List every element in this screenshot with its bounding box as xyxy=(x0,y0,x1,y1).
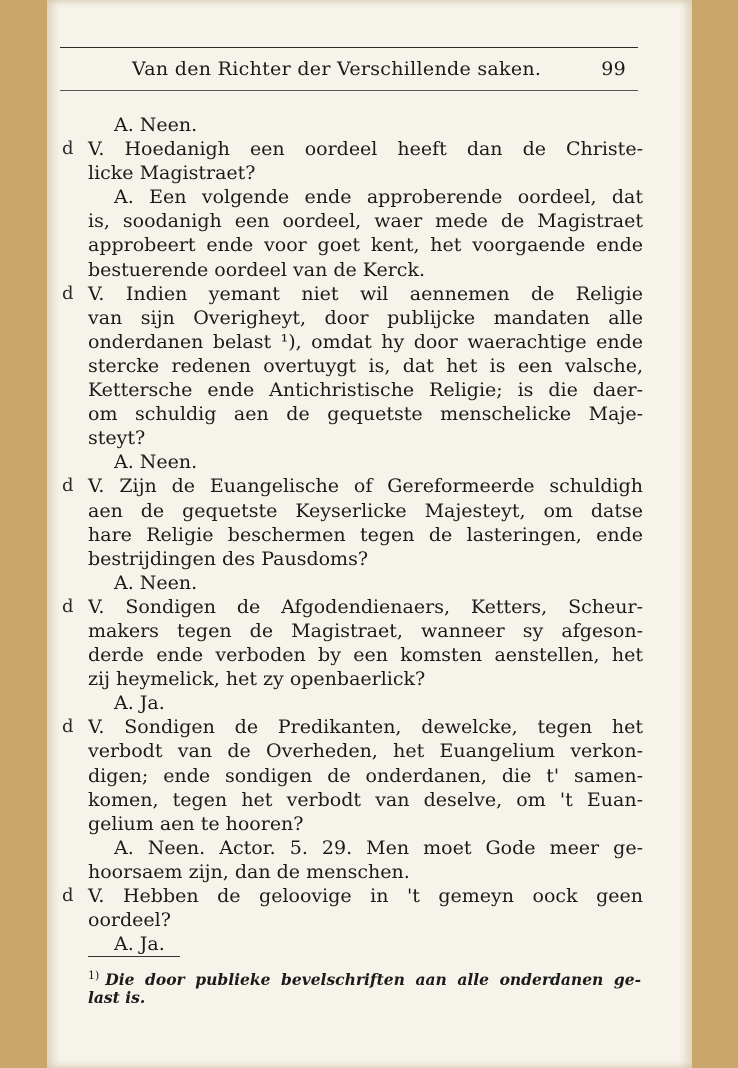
line-text: V. Hebben de geloovige in 't gemeyn oock geen xyxy=(88,885,643,907)
text-line xyxy=(88,812,643,836)
margin-marker: d xyxy=(62,138,74,160)
text-line xyxy=(88,547,643,571)
line-text: derde ende verboden by een komsten aenstellen, het xyxy=(88,644,643,667)
line-text: bestrijdingen des Pausdoms? xyxy=(88,547,368,570)
text-line xyxy=(88,499,643,523)
top-rule xyxy=(60,47,638,48)
footnote xyxy=(88,965,641,1009)
line-text: A. Neen. Actor. 5. 29. Men moet Gode meer ge- xyxy=(114,836,643,859)
line-text: verbodt van de Overheden, het Euangelium verkon- xyxy=(88,740,643,763)
margin-marker: d xyxy=(62,282,74,304)
text-line xyxy=(88,161,643,185)
text-line xyxy=(88,113,643,137)
text-line xyxy=(88,667,643,691)
text-line xyxy=(62,884,643,908)
text-line xyxy=(88,233,643,257)
line-text: A. Neen. xyxy=(114,571,198,594)
line-text: licke Magistraet? xyxy=(88,162,256,185)
margin-marker: d xyxy=(62,716,74,738)
line-text: V. Hoedanigh een oordeel heeft dan de Christe- xyxy=(88,138,643,161)
text-line xyxy=(88,330,643,354)
line-text: zij heymelick, het zy openbaerlick? xyxy=(88,668,426,691)
text-line xyxy=(88,643,643,667)
footnote-text-2: last is. xyxy=(88,988,146,1007)
line-text: Kettersche ende Antichristische Religie; is die daer- xyxy=(88,379,643,402)
line-text: A. Neen. xyxy=(114,114,198,136)
text-line xyxy=(88,619,643,643)
line-text: is, soodanigh een oordeel, waer mede de Magistraet xyxy=(88,210,643,233)
line-text: oordeel? xyxy=(88,909,171,932)
line-text: van sijn Overigheyt, door publijcke mandaten alle xyxy=(88,306,643,329)
margin-marker: d xyxy=(62,595,74,617)
line-text: V. Sondigen de Predikanten, dewelcke, tegen het xyxy=(88,716,643,739)
footnote-mark: 1) xyxy=(88,969,100,982)
line-text: makers tegen de Magistraet, wanneer sy afgeson- xyxy=(88,619,643,642)
text-line xyxy=(88,306,643,330)
text-line xyxy=(88,378,643,402)
line-text: V. Indien yemant niet wil aennemen de Religie xyxy=(88,282,643,305)
line-text: V. Sondigen de Afgodendienaers, Ketters, Scheur- xyxy=(88,595,643,618)
text-line xyxy=(88,788,643,812)
line-text: A. Ja. xyxy=(114,692,165,715)
text-line xyxy=(88,450,643,474)
text-line xyxy=(88,860,643,884)
line-text: steyt? xyxy=(88,427,146,450)
line-text: approbeert ende voor goet kent, het voorgaende ende xyxy=(88,234,643,257)
text-line xyxy=(88,691,643,715)
text-line xyxy=(88,402,643,426)
footnote-line-1 xyxy=(88,965,641,990)
text-line xyxy=(88,739,643,763)
line-text: A. Ja. xyxy=(114,933,165,956)
text-line xyxy=(88,836,643,860)
footnote-line-2 xyxy=(88,987,641,1009)
line-text: A. Neen. xyxy=(114,451,198,474)
text-line xyxy=(62,282,643,306)
margin-marker: d xyxy=(62,475,74,497)
text-line xyxy=(88,209,643,233)
line-text: om schuldig aen de gequetste menschelicke Maje- xyxy=(88,403,643,426)
body-text xyxy=(62,113,643,956)
text-line xyxy=(88,426,643,450)
text-line xyxy=(62,715,643,739)
line-text: hoorsaem zijn, dan de menschen. xyxy=(88,860,410,883)
line-text: V. Zijn de Euangelische of Gereformeerde schuldigh xyxy=(88,475,643,498)
line-text: aen de gequetste Keyserlicke Majesteyt, om datse xyxy=(88,499,643,522)
text-line xyxy=(88,571,643,595)
text-line xyxy=(88,523,643,547)
text-line xyxy=(62,595,643,619)
line-text: hare Religie beschermen tegen de lasteringen, ende xyxy=(88,523,643,546)
footnote-text-1: Die door publieke bevelschriften aan alle onderdanen ge- xyxy=(105,970,641,990)
line-text: A. Een volgende ende approberende oordeel, dat xyxy=(114,186,643,209)
text-line xyxy=(88,185,643,209)
running-head-title: Van den Richter der Verschillende saken. xyxy=(132,58,542,80)
line-text: bestuerende oordeel van de Kerck. xyxy=(88,258,425,281)
head-rule xyxy=(60,90,638,91)
footnote-rule xyxy=(88,956,180,957)
text-line xyxy=(62,474,643,498)
line-text: komen, tegen het verbodt van deselve, om 't Euan- xyxy=(88,788,643,811)
text-line xyxy=(88,354,643,378)
line-text: digen; ende sondigen de onderdanen, die t' samen- xyxy=(88,764,643,787)
page-number: 99 xyxy=(601,58,626,80)
line-text: stercke redenen overtuygt is, dat het is een valsche, xyxy=(88,354,643,377)
text-line xyxy=(62,137,643,161)
margin-marker: d xyxy=(62,885,74,906)
text-line xyxy=(88,908,643,932)
line-text: onderdanen belast ¹), omdat hy door waerachtige ende xyxy=(88,330,643,353)
text-line xyxy=(88,932,643,956)
running-head xyxy=(60,58,638,86)
text-line xyxy=(88,258,643,282)
text-line xyxy=(88,764,643,788)
line-text: gelium aen te hooren? xyxy=(88,812,304,835)
